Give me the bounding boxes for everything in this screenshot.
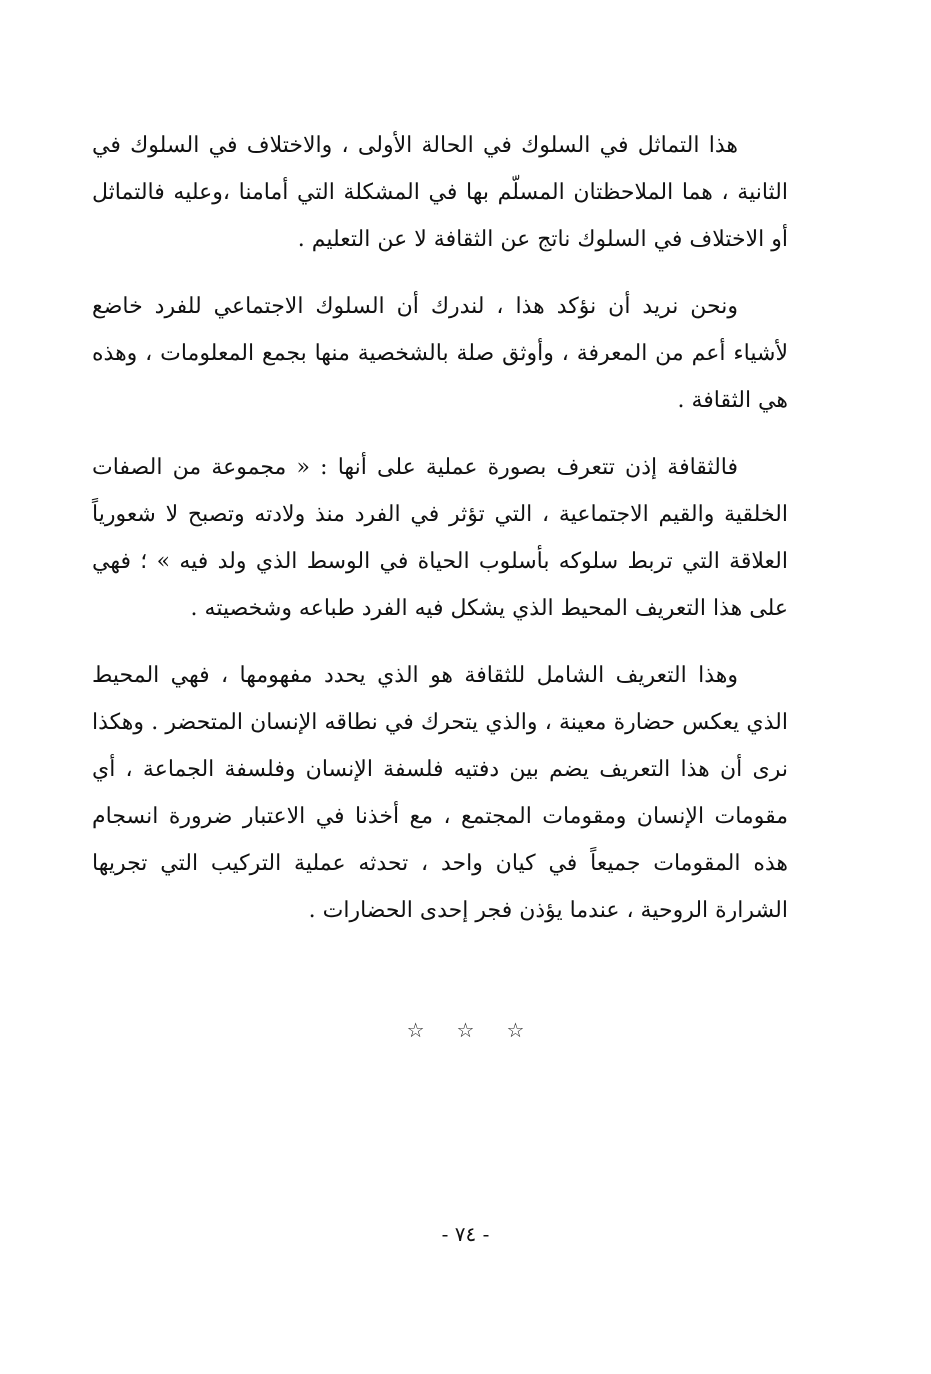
page-number: - ٧٤ - bbox=[441, 1222, 490, 1246]
body-text bbox=[92, 122, 788, 954]
paragraph-1: هذا التماثل في السلوك في الحالة الأولى ، والاختلاف في السلوك في الثانية ، هما الملاحظتان المسلّم بها في المشكلة التي أمامنا ،وعليه فالتماثل أو الاختلاف في السلوك ناتج عن الثقافة لا عن التعليم . bbox=[92, 133, 788, 252]
section-divider-stars: ☆☆☆ bbox=[406, 1018, 557, 1042]
paragraph-4: وهذا التعريف الشامل للثقافة هو الذي يحدد مفهومها ، فهي المحيط الذي يعكس حضارة معينة ، والذي يتحرك في نطاقه الإنسان المتحضر . وهكذا نرى أن هذا التعريف يضم بين دفتيه فلسفة الإنسان وفلسفة الجماعة ، أي مقومات الإنسان ومقومات المجتمع ، مع أخذنا في الاعتبار ضرورة انسجام هذه المقومات جميعاً في كيان واحد ، تحدثه عملية التركيب التي تجريها الشرارة الروحية ، عندما يؤذن فجر إحدى الحضارات . bbox=[92, 663, 788, 923]
paragraph-3: فالثقافة إذن تتعرف بصورة عملية على أنها : « مجموعة من الصفات الخلقية والقيم الاجتماعية ، التي تؤثر في الفرد منذ ولادته وتصبح لا شعورياً العلاقة التي تربط سلوكه بأسلوب الحياة في الوسط الذي ولد فيه » ؛ فهي على هذا التعريف المحيط الذي يشكل فيه الفرد طباعه وشخصيته . bbox=[92, 455, 788, 621]
paragraph-2: ونحن نريد أن نؤكد هذا ، لندرك أن السلوك الاجتماعي للفرد خاضع لأشياء أعم من المعرفة ، وأوثق صلة بالشخصية منها بجمع المعلومات ، وهذه هي الثقافة . bbox=[92, 294, 788, 413]
